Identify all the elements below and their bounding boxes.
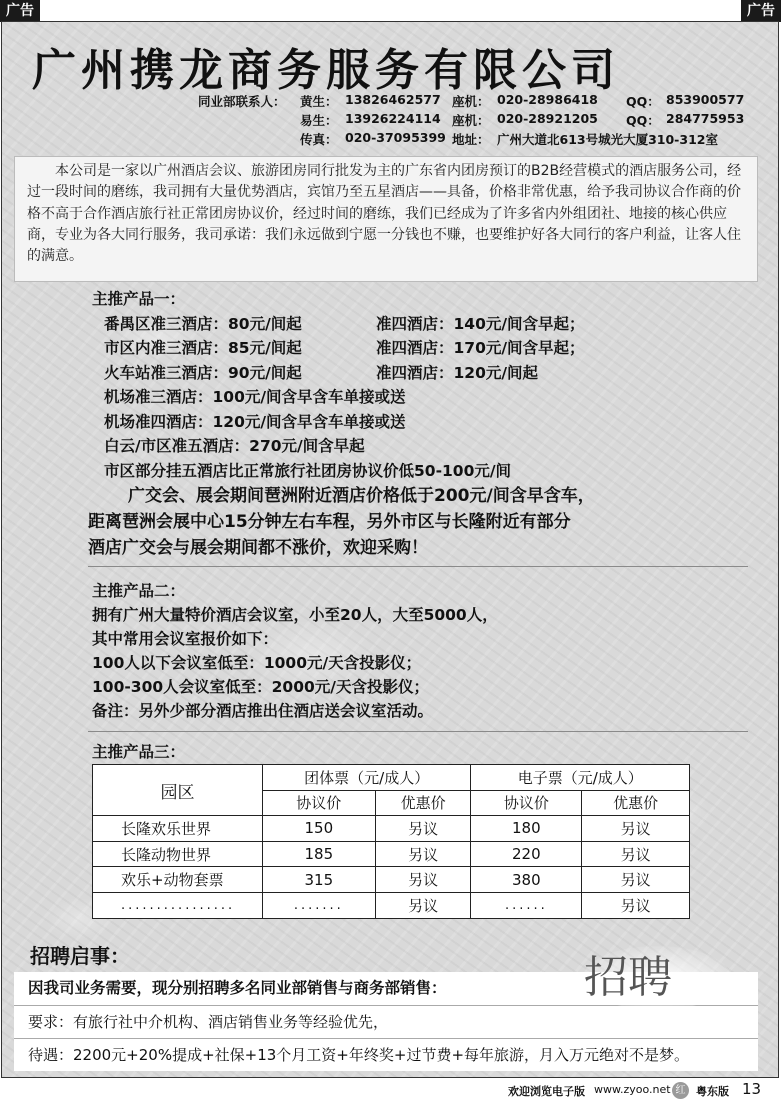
header-agreed: 协议价	[262, 790, 375, 816]
yi-name: 易生：	[300, 113, 338, 128]
ad-tag-right: 广告	[741, 0, 781, 22]
product-1-row-right: 准四酒店：140元/间含早起；	[376, 314, 585, 333]
fax-number: 020-37095399	[345, 130, 446, 145]
qq-label-2: QQ：	[626, 113, 660, 128]
footer-edition: 粤东版	[696, 1085, 729, 1098]
e-discount: 另议	[582, 867, 690, 893]
group-agreed: 150	[262, 816, 375, 842]
huang-name: 黄生：	[300, 94, 338, 109]
product-3-title: 主推产品三：	[92, 743, 186, 761]
e-discount: 另议	[582, 892, 690, 918]
park-name: 欢乐+动物套票	[93, 867, 263, 893]
recruit-calligraphy-icon	[582, 930, 732, 1010]
promo-line: 距离琶洲会展中心15分钟左右车程，另外市区与长隆附近有部分	[88, 512, 571, 532]
header-e-ticket: 电子票（元/成人）	[471, 765, 690, 791]
product-2-line: 备注：另外少部分酒店推出住酒店送会议室活动。	[92, 702, 434, 720]
table-row	[93, 867, 690, 893]
header-discount: 优惠价	[375, 790, 471, 816]
footer-site: www.zyoo.net	[594, 1083, 671, 1096]
group-agreed: .......	[262, 892, 375, 918]
footer-welcome: 欢迎浏览电子版	[508, 1085, 585, 1098]
product-1-line: 机场准三酒店：100元/间含早含车单接或送	[104, 388, 406, 406]
product-2-line: 100人以下会议室低至：1000元/天含投影仪；	[92, 654, 422, 672]
header-agreed: 协议价	[471, 790, 582, 816]
recruit-badge: 招聘	[584, 952, 672, 1003]
promo-line: 广交会、展会期间琶洲附近酒店价格低于200元/间含早含车，	[128, 486, 595, 506]
recruit-lead: 因我司业务需要，现分别招聘多名同业部销售与商务部销售：	[28, 979, 447, 997]
address-label: 地址：	[452, 132, 490, 147]
landline-label-2: 座机：	[452, 113, 490, 128]
header-zone: 园区	[93, 765, 263, 816]
company-intro: 本公司是一家以广州酒店会议、旅游团房同行批发为主的广东省内团房预订的B2B经营模式的酒店服务公司，经过一段时间的磨练，我司拥有大量优势酒店，宾馆乃至五星酒店——具备，价格非常优惠，给予我司协议合作商的价格不高于合作酒店旅行社正常团房协议价，经过时间的磨练，我们已经成为了许多省内外组团社、地接的核心供应商，专业为各大同行服务，我司承诺：我们永远做到宁愿一分钱也不赚，也要维护好各大同行的客户利益，让客人住的满意。	[14, 156, 758, 282]
dept-label: 同业部联系人：	[198, 94, 286, 109]
table-row	[93, 816, 690, 842]
product-1-row-left: 番禺区准三酒店：80元/间起	[104, 314, 302, 333]
recruit-requirement: 要求：有旅行社中介机构、酒店销售业务等经验优先，	[14, 1005, 758, 1038]
park-name: 长隆动物世界	[93, 841, 263, 867]
e-discount: 另议	[582, 841, 690, 867]
park-name: ................	[93, 892, 263, 918]
product-2-line: 其中常用会议室报价如下：	[92, 630, 279, 648]
header-group-ticket: 团体票（元/成人）	[262, 765, 471, 791]
fax-label: 传真：	[300, 132, 338, 147]
e-agreed: 220	[471, 841, 582, 867]
table-row	[93, 841, 690, 867]
address: 广州大道北613号城光大厦310-312室	[497, 132, 718, 147]
ticket-price-table	[92, 764, 690, 919]
product-2-line: 拥有广州大量特价酒店会议室，小至20人，大至5000人，	[92, 606, 498, 624]
ad-tag-left: 广告	[0, 0, 40, 22]
group-discount: 另议	[375, 892, 471, 918]
park-name: 长隆欢乐世界	[93, 816, 263, 842]
group-agreed: 315	[262, 867, 375, 893]
fair-promo	[88, 483, 728, 561]
group-discount: 另议	[375, 867, 471, 893]
product-2-title: 主推产品二：	[92, 582, 186, 600]
company-name: 广州携龙商务服务有限公司	[32, 45, 620, 96]
divider	[88, 731, 748, 732]
product-1-line: 市区部分挂五酒店比正常旅行社团房协议价低50-100元/间	[104, 461, 512, 480]
qq-1: 853900577	[666, 92, 745, 107]
group-agreed: 185	[262, 841, 375, 867]
recruit-title: 招聘启事：	[30, 944, 130, 968]
product-1-row-right: 准四酒店：170元/间含早起；	[376, 339, 585, 357]
e-discount: 另议	[582, 816, 690, 842]
footer	[0, 1080, 781, 1100]
e-agreed: ......	[471, 892, 582, 918]
e-agreed: 180	[471, 816, 582, 842]
header-discount: 优惠价	[582, 790, 690, 816]
huang-phone: 13826462577	[345, 92, 441, 107]
divider	[88, 566, 748, 567]
landline-label-1: 座机：	[452, 94, 490, 109]
product-2	[92, 579, 498, 723]
product-2-line: 100-300人会议室低至：2000元/天含投影仪；	[92, 678, 429, 696]
landline-2: 020-28921205	[497, 111, 598, 126]
product-1-line: 机场准四酒店：120元/间含早含车单接或送	[104, 412, 406, 431]
edition-seal-icon: 红	[672, 1082, 689, 1099]
product-1-row-left: 火车站准三酒店：90元/间起	[104, 363, 302, 382]
qq-label-1: QQ：	[626, 94, 660, 109]
promo-line: 酒店广交会与展会期间都不涨价，欢迎采购！	[88, 538, 428, 558]
group-discount: 另议	[375, 841, 471, 867]
e-agreed: 380	[471, 867, 582, 893]
product-1-title: 主推产品一：	[92, 290, 186, 308]
page-number: 13	[742, 1080, 762, 1098]
product-1-line: 白云/市区准五酒店：270元/间含早起	[104, 437, 365, 455]
product-1-row-left: 市区内准三酒店：85元/间起	[104, 339, 302, 357]
qq-2: 284775953	[666, 111, 745, 126]
table-row	[93, 892, 690, 918]
group-discount: 另议	[375, 816, 471, 842]
recruit-benefits: 待遇：2200元+20%提成+社保+13个月工资+年终奖+过节费+每年旅游，月入万元绝对不是梦。	[14, 1038, 758, 1071]
product-1-row-right: 准四酒店：120元/间起	[376, 363, 539, 382]
yi-phone: 13926224114	[345, 111, 441, 126]
landline-1: 020-28986418	[497, 92, 598, 107]
